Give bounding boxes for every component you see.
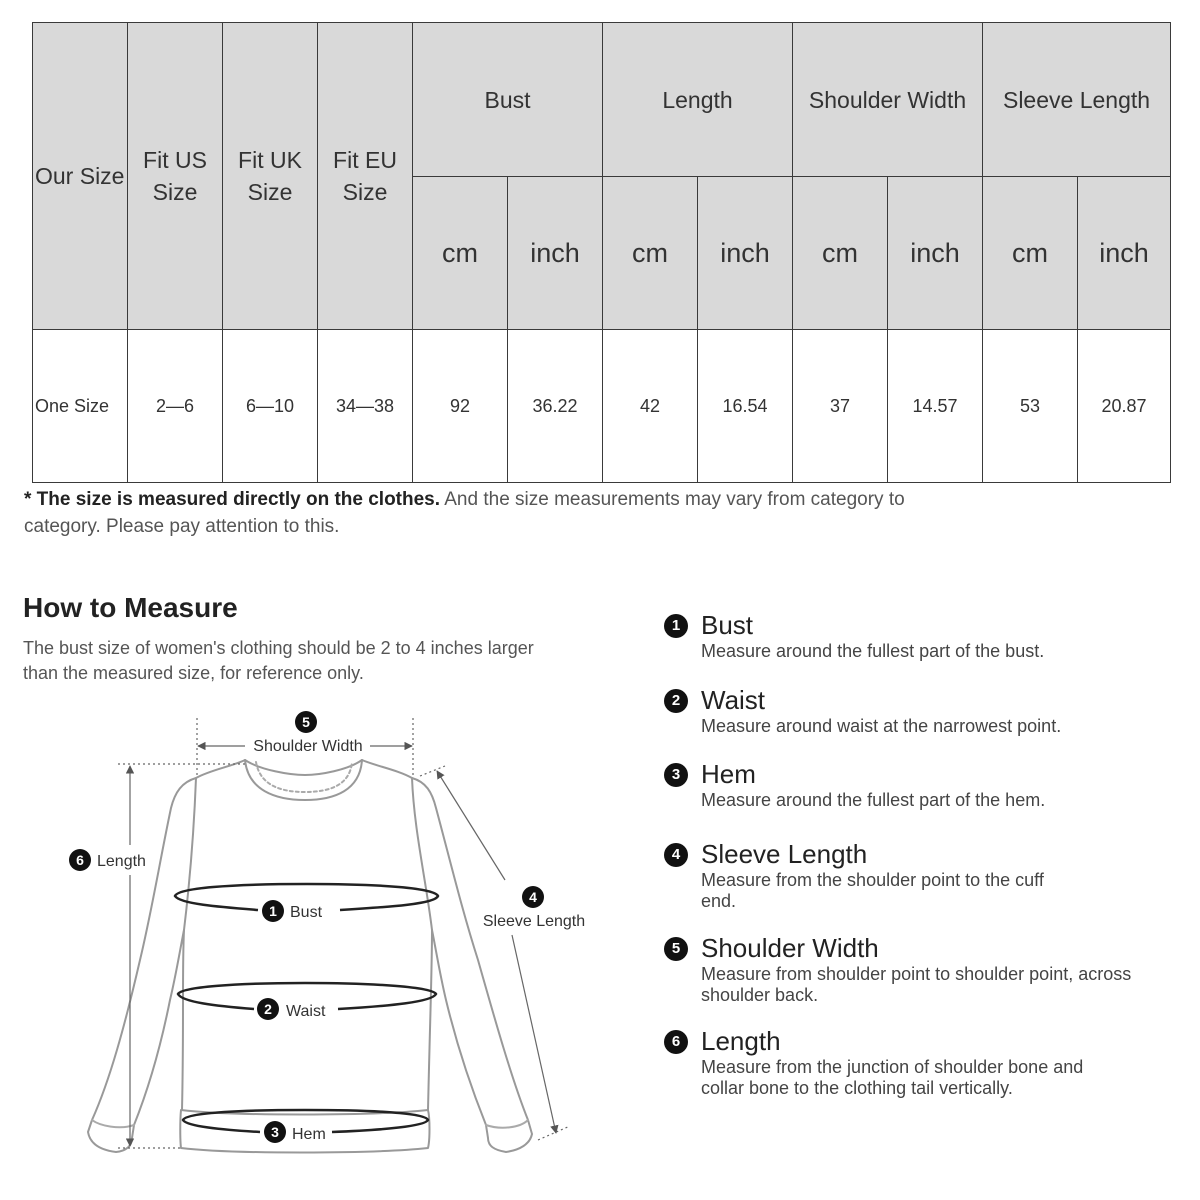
how-to-measure-title: How to Measure xyxy=(23,592,238,623)
unit-length-cm: cm xyxy=(603,177,698,330)
cell-sleeve-inch: 20.87 xyxy=(1078,330,1171,483)
unit-shoulder-inch: inch xyxy=(888,177,983,330)
unit-sleeve-cm: cm xyxy=(983,177,1078,330)
length-text: Length xyxy=(97,853,146,870)
shoulder-width-text: Shoulder Width xyxy=(253,738,363,755)
size-table xyxy=(32,22,1171,483)
header-fit-eu: Fit EU Size xyxy=(318,23,413,330)
header-shoulder-width: Shoulder Width xyxy=(793,23,983,177)
legend-title-length: Length xyxy=(701,1026,781,1056)
cell-fit-eu: 34—38 xyxy=(318,330,413,483)
legend-desc-shoulder-width: Measure from shoulder point to shoulder point, across shoulder back. xyxy=(701,964,1132,1005)
legend-desc-bust: Measure around the fullest part of the bust. xyxy=(701,641,1045,661)
cell-length-cm: 42 xyxy=(603,330,698,483)
cell-fit-us: 2—6 xyxy=(128,330,223,483)
unit-bust-cm: cm xyxy=(413,177,508,330)
bust-badge-num: 1 xyxy=(269,903,277,919)
size-note-bold: * The size is measured directly on the clothes. xyxy=(24,489,441,510)
legend-desc-sleeve-length: Measure from the shoulder point to the cuff end. xyxy=(701,870,1044,911)
number-badge: 1 xyxy=(664,614,688,638)
how-to-measure-description: The bust size of women's clothing should be 2 to 4 inches larger than the measured size, for reference only. xyxy=(23,638,534,683)
cell-fit-uk: 6—10 xyxy=(223,330,318,483)
header-bust: Bust xyxy=(413,23,603,177)
sleeve-length-label xyxy=(483,886,585,930)
legend-desc-hem: Measure around the fullest part of the hem. xyxy=(701,790,1046,810)
length-label xyxy=(69,849,146,871)
sleeve-length-badge-num: 4 xyxy=(529,889,537,905)
header-sleeve-length: Sleeve Length xyxy=(983,23,1171,177)
length-badge-num: 6 xyxy=(76,852,84,868)
bust-text: Bust xyxy=(290,904,323,921)
sweater-diagram xyxy=(0,700,620,1170)
cell-sleeve-cm: 53 xyxy=(983,330,1078,483)
cell-shoulder-inch: 14.57 xyxy=(888,330,983,483)
legend-title-hem: Hem xyxy=(701,759,756,789)
size-note-rest: And the size measurements may vary from category to category. Please pay attention to this. xyxy=(24,489,905,537)
cell-length-inch: 16.54 xyxy=(698,330,793,483)
unit-sleeve-inch: inch xyxy=(1078,177,1171,330)
number-badge: 6 xyxy=(664,1030,688,1054)
legend-title-waist: Waist xyxy=(701,685,766,715)
unit-shoulder-cm: cm xyxy=(793,177,888,330)
waist-badge-num: 2 xyxy=(264,1001,272,1017)
cell-bust-inch: 36.22 xyxy=(508,330,603,483)
legend-title-bust: Bust xyxy=(701,610,754,640)
unit-length-inch: inch xyxy=(698,177,793,330)
header-fit-uk: Fit UK Size xyxy=(223,23,318,330)
number-badge: 5 xyxy=(664,937,688,961)
sleeve-length-text: Sleeve Length xyxy=(482,913,586,930)
shoulder-width-badge-num: 5 xyxy=(302,714,310,730)
bust-label xyxy=(262,900,323,922)
unit-bust-inch: inch xyxy=(508,177,603,330)
legend-desc-length: Measure from the junction of shoulder bone and collar bone to the clothing tail vertically. xyxy=(701,1057,1084,1098)
legend-title-shoulder-width: Shoulder Width xyxy=(701,933,879,963)
legend-desc-waist: Measure around waist at the narrowest point. xyxy=(701,716,1062,736)
header-fit-us: Fit US Size xyxy=(128,23,223,330)
size-note xyxy=(24,486,924,540)
cell-our-size: One Size xyxy=(33,330,128,483)
sweater-outline xyxy=(88,760,532,1153)
waist-label xyxy=(257,998,326,1020)
sleeve-length-measure xyxy=(420,766,570,1140)
hem-text: Hem xyxy=(292,1126,326,1143)
number-badge: 2 xyxy=(664,689,688,713)
cell-shoulder-cm: 37 xyxy=(793,330,888,483)
header-length: Length xyxy=(603,23,793,177)
legend-title-sleeve-length: Sleeve Length xyxy=(701,839,868,869)
cell-bust-cm: 92 xyxy=(413,330,508,483)
number-badge: 4 xyxy=(664,843,688,867)
number-badge: 3 xyxy=(664,763,688,787)
table-row xyxy=(33,330,1171,483)
header-our-size: Our Size xyxy=(33,23,128,330)
hem-label xyxy=(264,1121,326,1143)
hem-badge-num: 3 xyxy=(271,1124,279,1140)
waist-text: Waist xyxy=(286,1003,326,1020)
shoulder-width-label xyxy=(253,711,362,755)
